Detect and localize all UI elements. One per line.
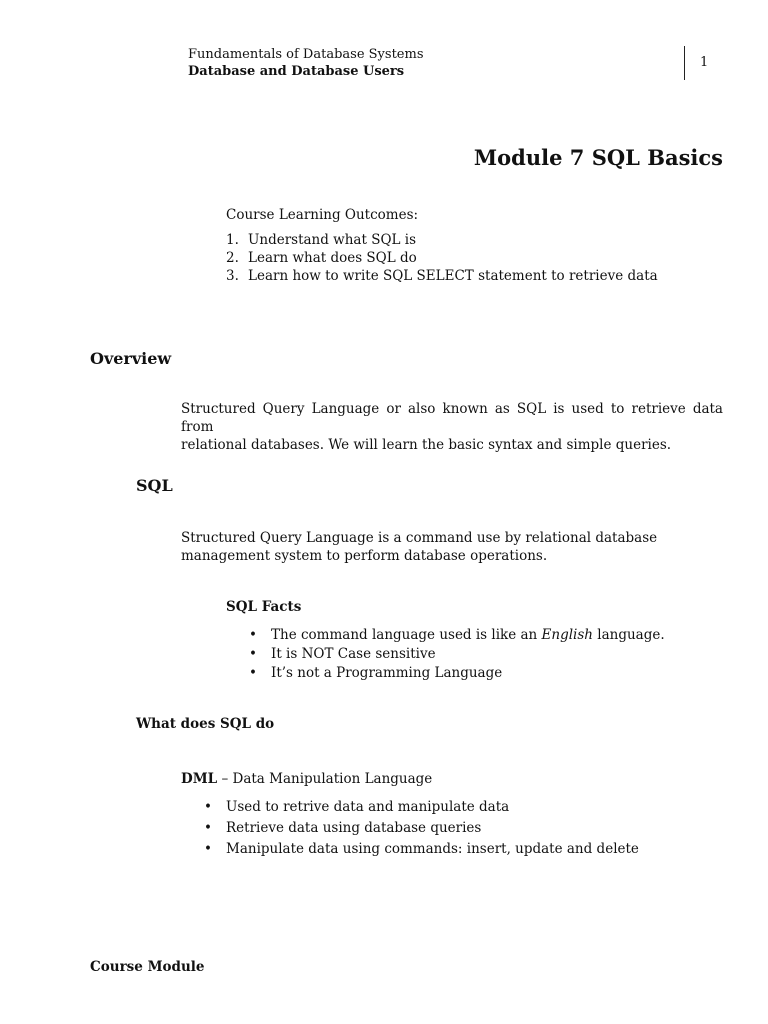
- outcome-item: [226, 267, 658, 285]
- outcomes-label: Course Learning Outcomes:: [226, 207, 419, 223]
- overview-line-2: relational databases. We will learn the basic syntax and simple queries.: [181, 437, 672, 453]
- list-item: [249, 664, 665, 683]
- what-heading: What does SQL do: [136, 716, 275, 732]
- outcome-item: [226, 249, 658, 267]
- dml-desc: – Data Manipulation Language: [217, 771, 433, 787]
- list-item: [249, 645, 665, 664]
- overview-paragraph: [181, 400, 723, 454]
- overview-line-1: Structured Query Language or also known as SQL is used to retrieve data from: [181, 401, 723, 435]
- outcome-number: 3.: [226, 268, 239, 284]
- overview-heading: Overview: [90, 349, 172, 368]
- sql-heading: SQL: [136, 476, 173, 495]
- facts-list: [249, 626, 665, 683]
- header-course: Fundamentals of Database Systems: [188, 47, 424, 62]
- bullet-icon: •: [249, 646, 257, 662]
- dml-item-text: Retrieve data using database queries: [226, 820, 482, 836]
- dml-abbr: DML: [181, 771, 218, 787]
- list-item: [204, 797, 639, 818]
- outcome-item: [226, 231, 658, 249]
- bullet-icon: •: [204, 820, 212, 836]
- facts-heading: SQL Facts: [226, 599, 302, 615]
- outcome-text: Learn how to write SQL SELECT statement to retrieve data: [248, 268, 658, 284]
- bullet-icon: •: [249, 665, 257, 681]
- fact-text: It is NOT Case sensitive: [271, 646, 436, 662]
- outcome-number: 1.: [226, 232, 239, 248]
- sql-paragraph: Structured Query Language is a command use by relational database management system to perform database operations.: [181, 530, 658, 564]
- page-number: 1: [700, 55, 709, 70]
- header-topic: Database and Database Users: [188, 64, 405, 79]
- outcome-text: Understand what SQL is: [248, 232, 417, 248]
- bullet-icon: •: [249, 627, 257, 643]
- dml-line: [181, 771, 432, 787]
- list-item: [249, 626, 665, 645]
- header-divider: [684, 46, 685, 80]
- list-item: [204, 839, 639, 860]
- outcome-text: Learn what does SQL do: [248, 250, 417, 266]
- dml-list: [204, 797, 639, 860]
- page-title: Module 7 SQL Basics: [473, 145, 723, 170]
- bullet-icon: •: [204, 799, 212, 815]
- dml-item-text: Used to retrive data and manipulate data: [226, 799, 510, 815]
- footer-label: Course Module: [90, 959, 205, 975]
- dml-item-text: Manipulate data using commands: insert, update and delete: [226, 841, 639, 857]
- bullet-icon: •: [204, 841, 212, 857]
- fact-text-after: language.: [592, 627, 665, 643]
- list-item: [204, 818, 639, 839]
- fact-text-before: The command language used is like an: [271, 627, 542, 643]
- outcome-number: 2.: [226, 250, 239, 266]
- fact-text: It’s not a Programming Language: [271, 665, 503, 681]
- fact-emphasis: English: [541, 627, 593, 643]
- outcomes-list: [226, 231, 658, 285]
